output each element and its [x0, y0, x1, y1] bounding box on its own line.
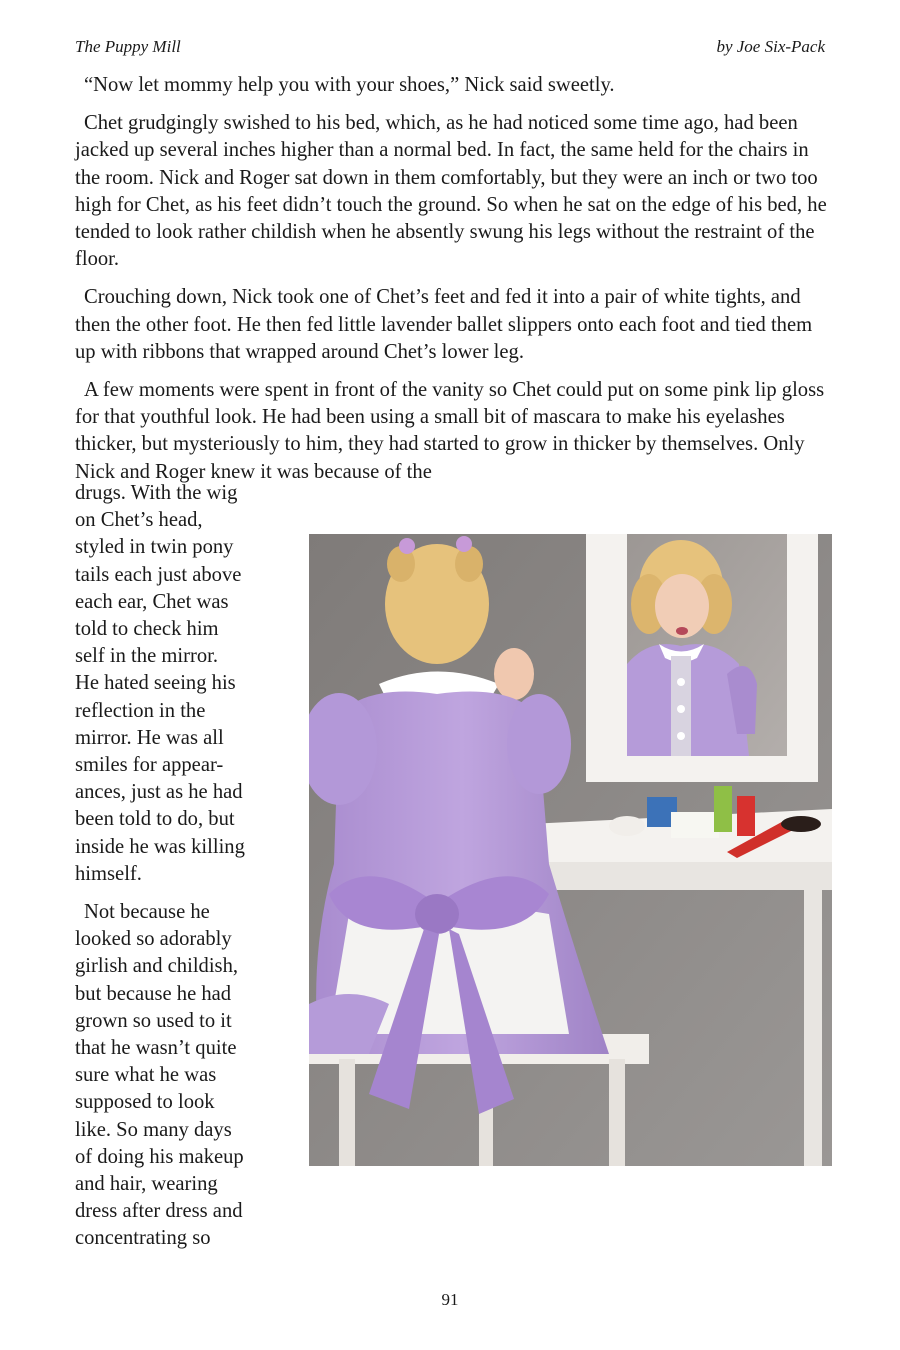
wrapped-paragraph-1: drugs. With the wig on Chet’s head, styled in twin pony tails each just above each ear, Chet was told to check him self in the mirror. He hated seeing his reflection in the mirror. He was all smiles for appear- ances, just as he had been told to do, but inside he was killing himself.	[75, 482, 245, 885]
body-text	[75, 72, 828, 486]
paragraph: A few moments were spent in front of the vanity so Chet could put on some pink lip gloss for that youthful look. He had been using a small bit of mascara to make his eyelashes thicker, but mysteriously to him, they had started to grow in thicker by themselves. Only Nick and Roger knew it was because of the	[75, 379, 825, 483]
vanity-photo	[309, 534, 832, 1166]
wrapped-paragraph-2: Not because he looked so adorably girlish and childish, but because he had grown so used to it that he wasn’t quite sure what he was supposed to look like. So many days of doing his makeup and hair, wearing dress after dress and concentrating so	[75, 901, 244, 1250]
paragraph: “Now let mommy help you with your shoes,” Nick said sweetly.	[84, 74, 615, 96]
running-header	[75, 37, 825, 57]
paragraph: Chet grudgingly swished to his bed, which, as he had noticed some time ago, had been jacked up several inches higher than a normal bed. In fact, the same held for the chairs in the room. Nick and Roger sat down in them comfortably, but they were an inch or two too high for Chet, as his feet didn’t touch the ground. So when he sat on the edge of his bed, he tended to look rather childish when he absently swung his legs without the restraint of the floor.	[75, 112, 827, 271]
book-author: by Joe Six-Pack	[716, 37, 825, 56]
paragraph: Crouching down, Nick took one of Chet’s feet and fed it into a pair of white tights, and then the other foot. He then fed little lavender ballet slippers onto each foot and tied them up with ribbons that wrapped around Chet’s lower leg.	[75, 286, 813, 363]
book-title: The Puppy Mill	[75, 37, 181, 56]
cosmetic-tub	[671, 812, 719, 838]
red-bottle	[737, 796, 755, 836]
page-number: 91	[441, 1290, 459, 1309]
dress-bow-knot	[415, 894, 459, 934]
green-bottle	[714, 786, 732, 832]
wrapped-text-column	[75, 480, 275, 1264]
